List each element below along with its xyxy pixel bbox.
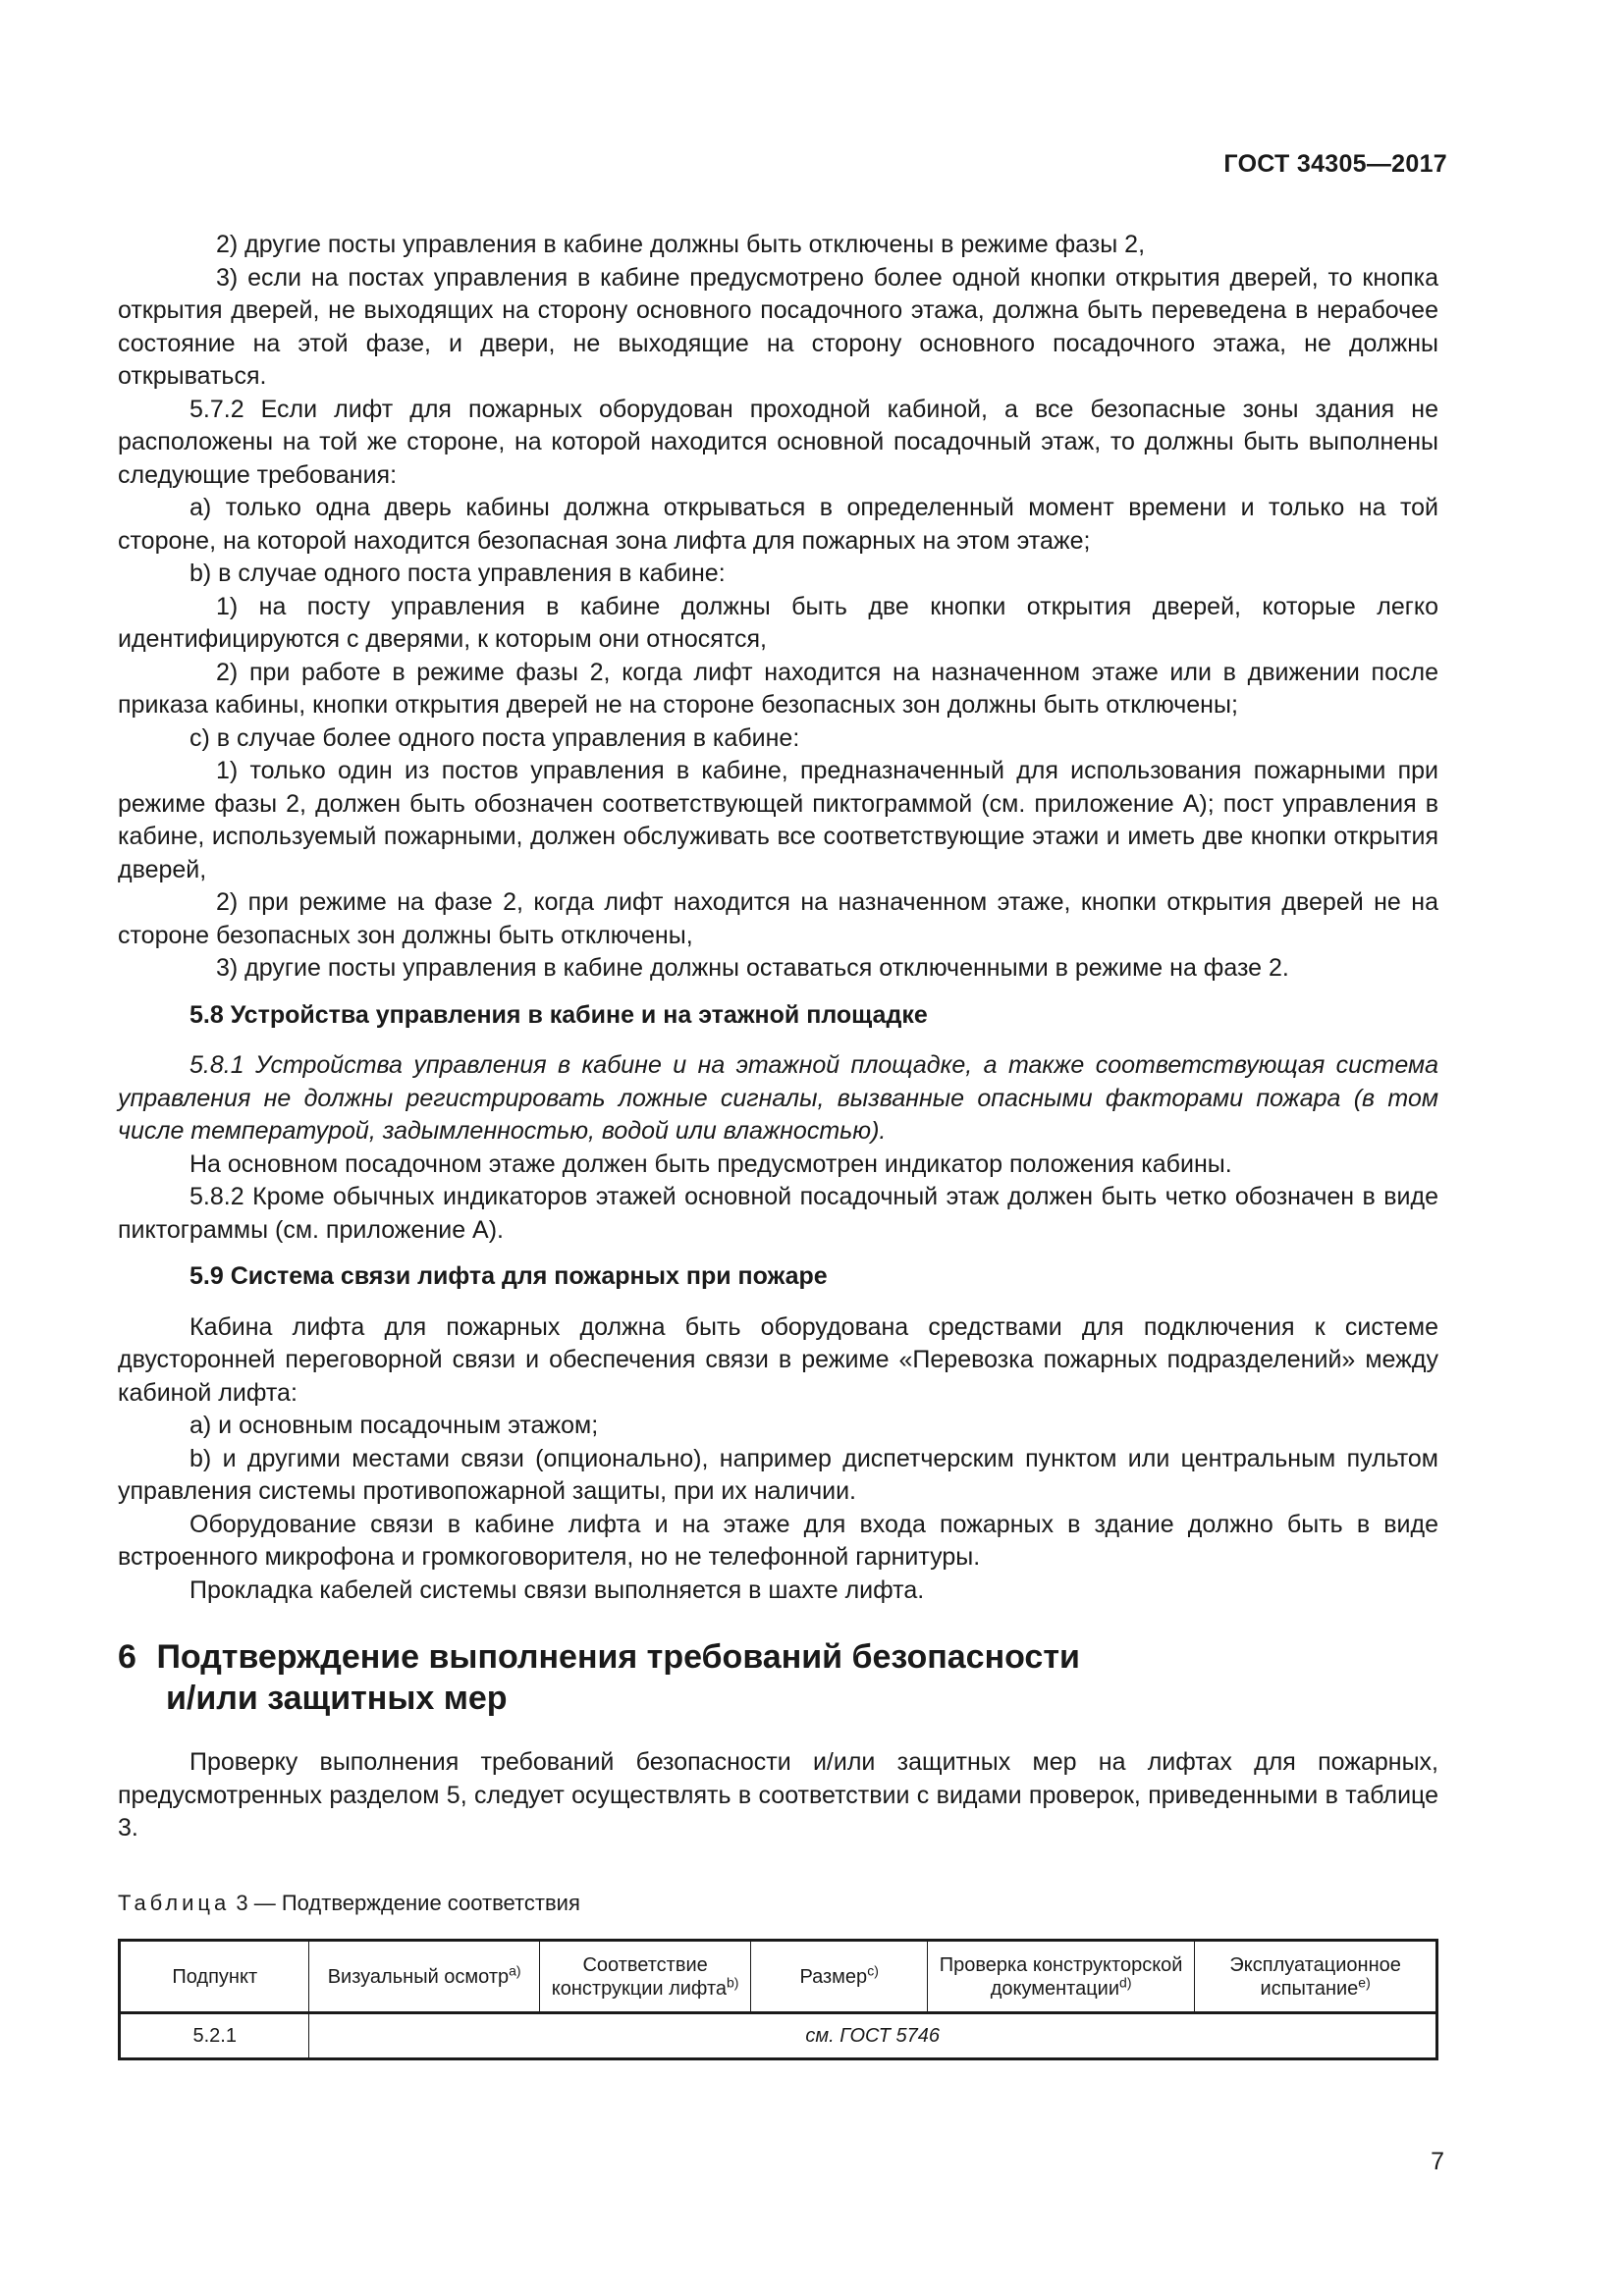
paragraph: 2) при работе в режиме фазы 2, когда лифт находится на назначенном этаже или в движении после приказа кабины, кнопки открытия дверей не на стороне безопасных зон должны быть отключены; bbox=[118, 658, 1438, 719]
table-header-cell bbox=[120, 1941, 309, 2013]
section-title-line1: Подтверждение выполнения требований безопасности bbox=[156, 1638, 1080, 1676]
header-text: Визуальный осмотр bbox=[327, 1965, 510, 1988]
section-heading-6 bbox=[118, 1636, 1438, 1719]
paragraph: b) в случае одного поста управления в кабине: bbox=[189, 560, 726, 587]
footnote-mark: а) bbox=[509, 1961, 521, 1978]
header-text: Эксплуатационное испытание bbox=[1229, 1953, 1401, 2000]
body-text bbox=[118, 229, 1438, 2060]
header-text: Проверка конструкторской документации bbox=[939, 1953, 1183, 2000]
paragraph: На основном посадочном этаже должен быть предусмотрен индикатор положения кабины. bbox=[189, 1149, 1232, 1178]
table-header-cell bbox=[927, 1941, 1194, 2013]
page-number: 7 bbox=[1431, 2148, 1444, 2175]
footnote-mark: d) bbox=[1119, 1973, 1132, 1990]
footnote-mark: e) bbox=[1358, 1973, 1371, 1990]
paragraph: 5.8.2 Кроме обычных индикаторов этажей основной посадочный этаж должен быть четко обозначен в виде пиктограммы (см. приложение А). bbox=[118, 1183, 1438, 1244]
paragraph: Прокладка кабелей системы связи выполняется в шахте лифта. bbox=[189, 1575, 925, 1604]
paragraph: c) в случае более одного поста управления в кабине: bbox=[189, 723, 800, 752]
paragraph: 2) другие посты управления в кабине должны быть отключены в режиме фазы 2, bbox=[216, 231, 1146, 258]
table-header-cell bbox=[751, 1941, 928, 2013]
footnote-mark: b) bbox=[727, 1973, 739, 1990]
paragraph: 1) на посту управления в кабине должны быть две кнопки открытия дверей, которые легко идентифицируются с дверями, к которым они относятся, bbox=[118, 592, 1438, 653]
table-header-cell bbox=[309, 1941, 539, 2013]
conformity-table bbox=[118, 1939, 1438, 2060]
paragraph: b) и другими местами связи (опционально), например диспетчерским пунктом или центральным пультом управления системы противопожарной защиты, при их наличии. bbox=[118, 1444, 1438, 1505]
paragraph-italic: 5.8.1 Устройства управления в кабине и на этажной площадке, а также соответствующая система управления не должны регистрировать ложные сигналы, вызванные опасными факторами пожара (в том числе температурой, задымленностью, водой или влажностью). bbox=[118, 1051, 1438, 1145]
paragraph: a) только одна дверь кабины должна открываться в определенный момент времени и только на той стороне, на которой находится безопасная зона лифта для пожарных на этом этаже; bbox=[118, 494, 1438, 555]
paragraph: 3) другие посты управления в кабине должны оставаться отключенными в режиме на фазе 2. bbox=[216, 954, 1289, 982]
table-caption-label: Таблица bbox=[118, 1890, 231, 1915]
table-cell-subclause: 5.2.1 bbox=[120, 2013, 309, 2059]
section-number: 6 bbox=[118, 1638, 136, 1676]
paragraph: Кабина лифта для пожарных должна быть оборудована средствами для подключения к системе двусторонней переговорной связи и обеспечения связи в режиме «Перевозка пожарных подразделений» между кабиной лифта: bbox=[118, 1312, 1438, 1407]
paragraph: 3) если на постах управления в кабине предусмотрено более одной кнопки открытия дверей, то кнопка открытия дверей, не выходящих на сторону основного посадочного этажа, должна быть переведена в нерабочее состояние на этой фазе, и двери, не выходящие на сторону основного посадочного этажа, не должны открываться. bbox=[118, 263, 1438, 390]
document-number: ГОСТ 34305—2017 bbox=[1223, 150, 1447, 178]
footnote-mark: c) bbox=[867, 1961, 879, 1978]
section-title-line2: и/или защитных мер bbox=[166, 1680, 508, 1717]
table-caption bbox=[118, 1887, 1438, 1920]
table-caption-text: 3 — Подтверждение соответствия bbox=[230, 1890, 580, 1915]
table-cell-merged: см. ГОСТ 5746 bbox=[309, 2013, 1437, 2059]
paragraph: 2) при режиме на фазе 2, когда лифт находится на назначенном этаже, кнопки открытия дверей не на стороне безопасных зон должны быть отключены, bbox=[118, 888, 1438, 949]
table-header-cell bbox=[539, 1941, 751, 2013]
section-intro: Проверку выполнения требований безопасности и/или защитных мер на лифтах для пожарных, предусмотренных разделом 5, следует осуществлять в соответствии с видами проверок, приведенными в таблице 3. bbox=[118, 1748, 1438, 1842]
paragraph: a) и основным посадочным этажом; bbox=[189, 1412, 599, 1439]
subsection-heading-5-9: 5.9 Система связи лифта для пожарных при пожаре bbox=[189, 1262, 828, 1290]
paragraph: 1) только один из постов управления в кабине, предназначенный для использования пожарными при режиме фазы 2, должен быть обозначен соответствующей пиктограммой (см. приложение А); пост управления в кабине, используемый пожарными, должен обслуживать все соответствующие этажи и иметь две кнопки открытия дверей, bbox=[118, 757, 1438, 883]
table-header-row bbox=[120, 1941, 1437, 2013]
header-text: Подпункт bbox=[172, 1965, 258, 1988]
paragraph: 5.7.2 Если лифт для пожарных оборудован проходной кабиной, а все безопасные зоны здания не расположены на той же стороне, на которой находится основной посадочный этаж, то должны быть выполнены следующие требования: bbox=[118, 395, 1438, 489]
subsection-heading-5-8: 5.8 Устройства управления в кабине и на этажной площадке bbox=[189, 1000, 928, 1029]
table-header-cell bbox=[1195, 1941, 1437, 2013]
table-row bbox=[120, 2013, 1437, 2059]
paragraph: Оборудование связи в кабине лифта и на этаже для входа пожарных в здание должно быть в виде встроенного микрофона и громкоговорителя, но не телефонной гарнитуры. bbox=[118, 1510, 1438, 1571]
header-text: Размер bbox=[799, 1965, 868, 1988]
header-text: Соответствие конструкции лифта bbox=[551, 1953, 728, 2000]
